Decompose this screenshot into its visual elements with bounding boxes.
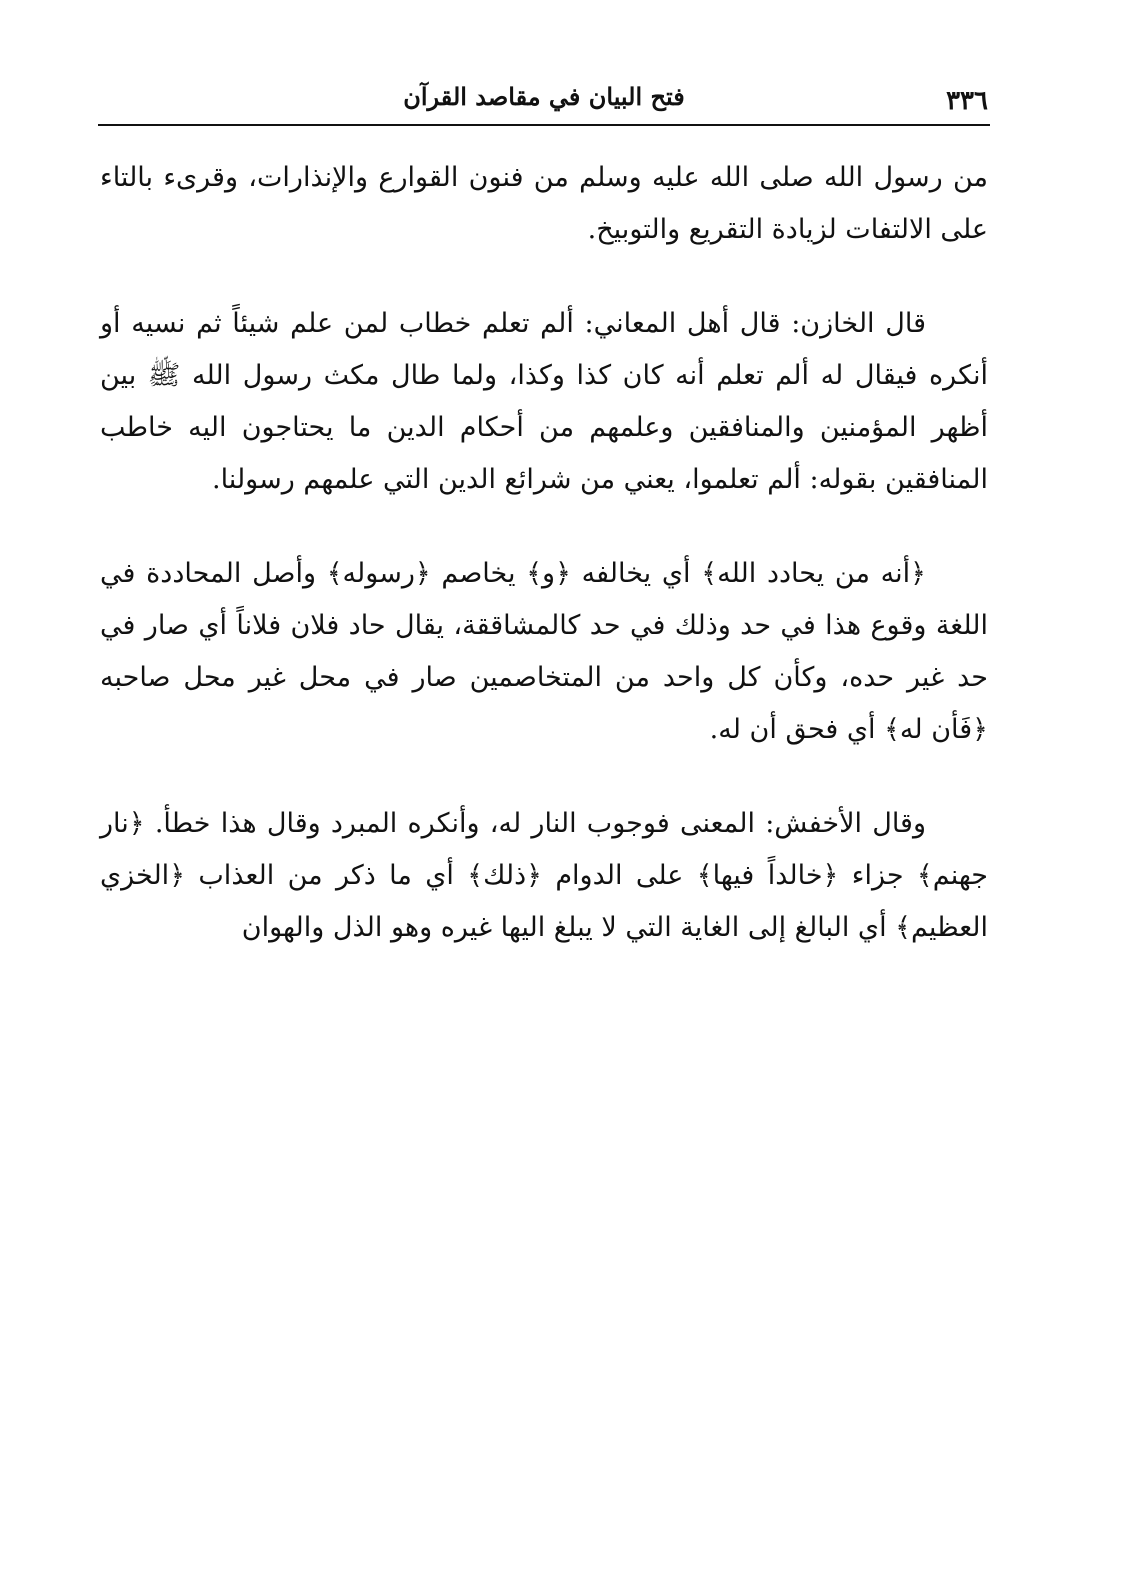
header-rule xyxy=(98,124,990,126)
paragraph-1: من رسول الله صلى الله عليه وسلم من فنون القوارع والإنذارات، وقرىء بالتاء على الالتفات لزيادة التقريع والتوبيخ. xyxy=(100,162,988,245)
running-header xyxy=(100,78,988,122)
book-title: فتح البيان في مقاصد القرآن xyxy=(403,82,685,111)
paragraph-2: قال الخازن: قال أهل المعاني: ألم تعلم خطاب لمن علم شيئاً ثم نسيه أو أنكره فيقال له ألم تعلم أنه كان كذا وكذا، ولما طال مكث رسول الله ﷺ بين أظهر المؤمنين والمنافقين وعلمهم من أحكام الدين ما يحتاجون اليه خاطب المنافقين بقوله: ألم تعلموا، يعني من شرائع الدين التي علمهم رسولنا. xyxy=(100,308,988,495)
body-text xyxy=(100,152,988,954)
paragraph-3: ﴿أنه من يحادد الله﴾ أي يخالفه ﴿و﴾ يخاصم ﴿رسوله﴾ وأصل المحاددة في اللغة وقوع هذا في حد وذلك في حد كالمشاققة، يقال حاد فلان فلاناً أي صار في حد غير حده، وكأن كل واحد من المتخاصمين صار في محل غير محل صاحبه ﴿فَأن له﴾ أي فحق أن له. xyxy=(100,558,988,745)
paragraph-4: وقال الأخفش: المعنى فوجوب النار له، وأنكره المبرد وقال هذا خطأ. ﴿نار جهنم﴾ جزاء ﴿خالداً فيها﴾ على الدوام ﴿ذلك﴾ أي ما ذكر من العذاب ﴿الخزي العظيم﴾ أي البالغ إلى الغاية التي لا يبلغ اليها غيره وهو الذل والهوان xyxy=(100,808,988,943)
page-number: ٣٣٦ xyxy=(946,86,988,116)
